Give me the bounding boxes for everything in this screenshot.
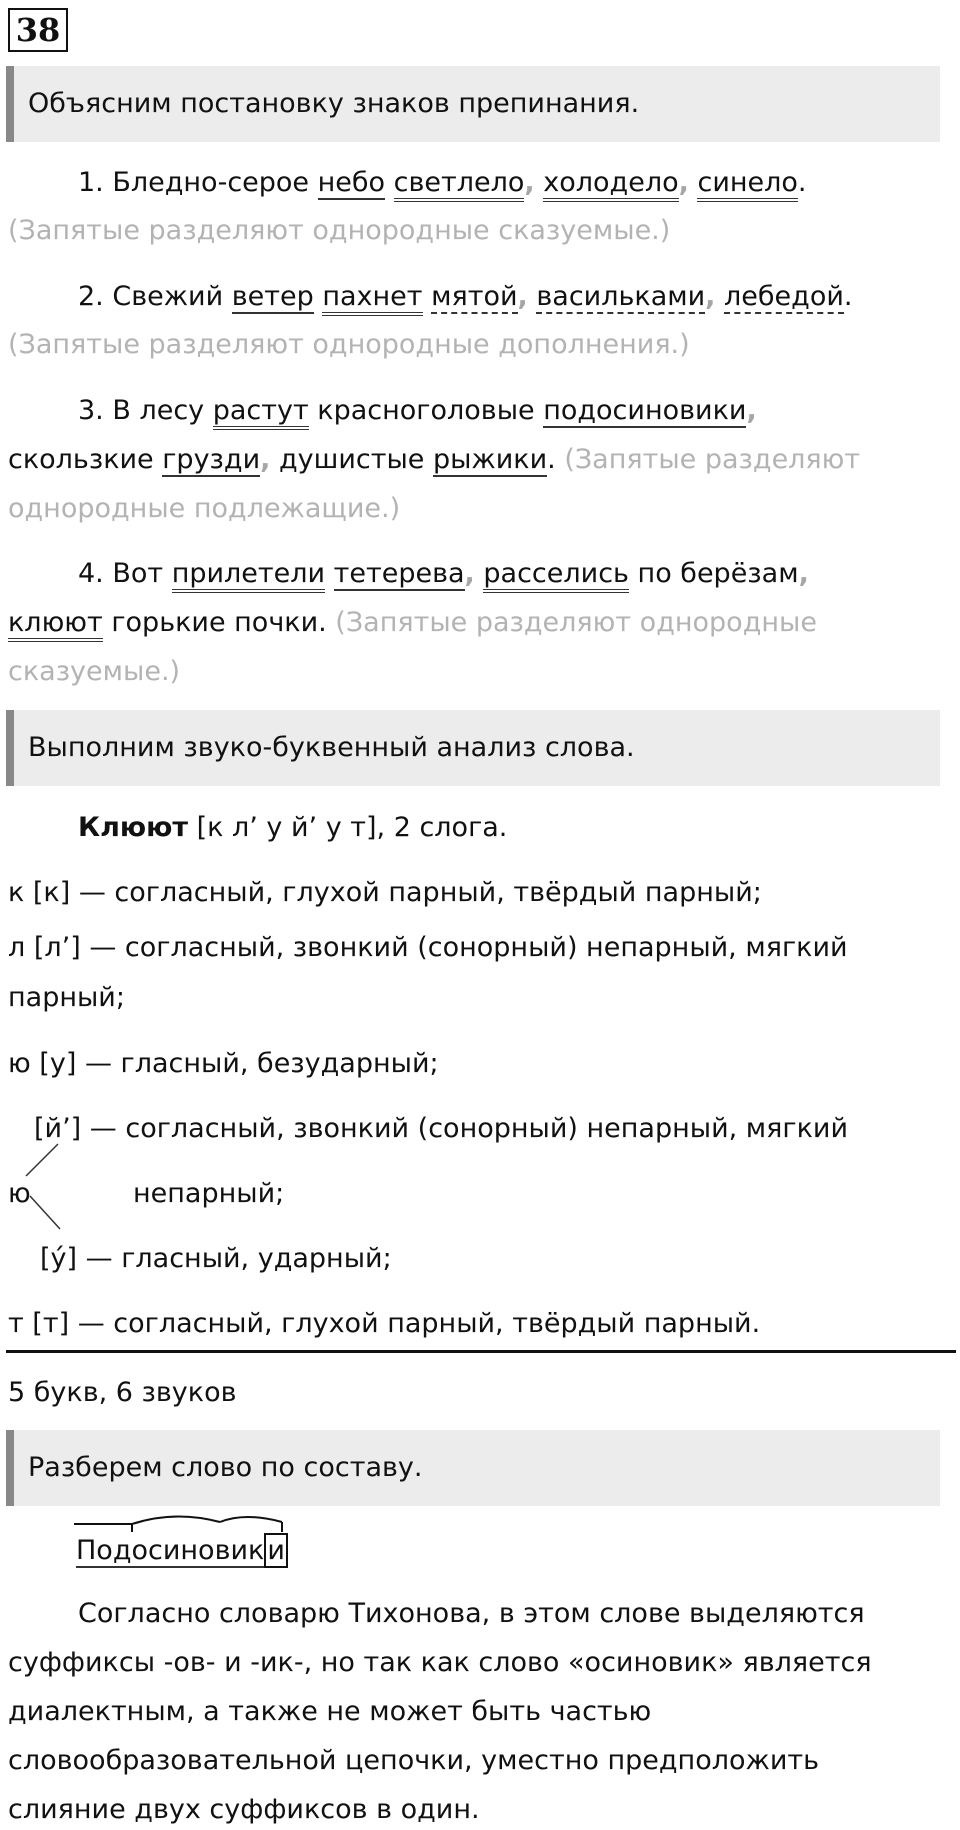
branch-lines [20,1136,90,1246]
sentence-4-line-2: клюют горькие почки. (Запятые разделяют однородные [8,603,817,643]
phonetic-row: [й’] — согласный, звонкий (сонорный) непарный, мягкий [34,1113,848,1144]
phonetic-row: л [л’] — согласный, звонкий (сонорный) непарный, мягкий [8,932,848,963]
explanation-line: суффиксы -ов- и -ик-, но так как слово «осиновик» является [8,1647,872,1678]
explanation-line: Согласно словарю Тихонова, в этом слове выделяются [78,1598,865,1629]
sentence-3-note: однородные подлежащие.) [8,493,401,524]
sentence-3-line-2: скользкие грузди, душистые рыжики. (Запятые разделяют [8,444,861,475]
sentence-4-line-1: 4. Вот прилетели тетерева, расселись по берёзам, [78,554,809,594]
explanation-line: словообразовательной цепочки, уместно предположить [8,1745,820,1776]
phonetic-row: т [т] — согласный, глухой парный, твёрдый парный. [8,1308,761,1339]
explanation-line: слияние двух суффиксов в один. [8,1794,480,1825]
sentence-2: 2. Свежий ветер пахнет мятой, васильками, лебедой. [78,277,853,317]
phonetic-row: к [к] — согласный, глухой парный, твёрдый парный; [8,877,762,908]
sentence-3-line-1: 3. В лесу растут красноголовые подосиновики, [78,391,757,431]
phonetic-row: непарный; [133,1178,285,1209]
section-punctuation-title: Объясним постановку знаков препинания. [6,66,940,142]
sentence-1-note: (Запятые разделяют однородные сказуемые.) [8,215,671,246]
phonetic-row: парный; [8,982,125,1013]
phonetic-row: [у́] — гласный, ударный; [40,1243,392,1274]
explanation-line: диалектным, а также не может быть частью [8,1696,652,1727]
letters-sounds-summary: 5 букв, 6 звуков [8,1377,237,1408]
phonetic-row: ю [у] — гласный, безударный; [8,1048,439,1079]
sentence-2-note: (Запятые разделяют однородные дополнения.) [8,329,690,360]
sentence-1: 1. Бледно-серое небо светлело, холодело, синело. [78,163,807,203]
phonetic-letter: ю [8,1178,31,1209]
divider [6,1350,956,1353]
section-phonetic-title: Выполним звуко-буквенный анализ слова. [6,710,940,786]
exercise-number: 38 [8,8,68,52]
section-morphemic-title: Разберем слово по составу. [6,1430,940,1506]
transcription-line: Клюют [к л’ у й’ у т], 2 слога. [78,812,508,843]
morphemic-word: Подосиновик и [76,1531,288,1571]
sentence-4-note: сказуемые.) [8,656,181,687]
morpheme-marks [70,1512,300,1542]
